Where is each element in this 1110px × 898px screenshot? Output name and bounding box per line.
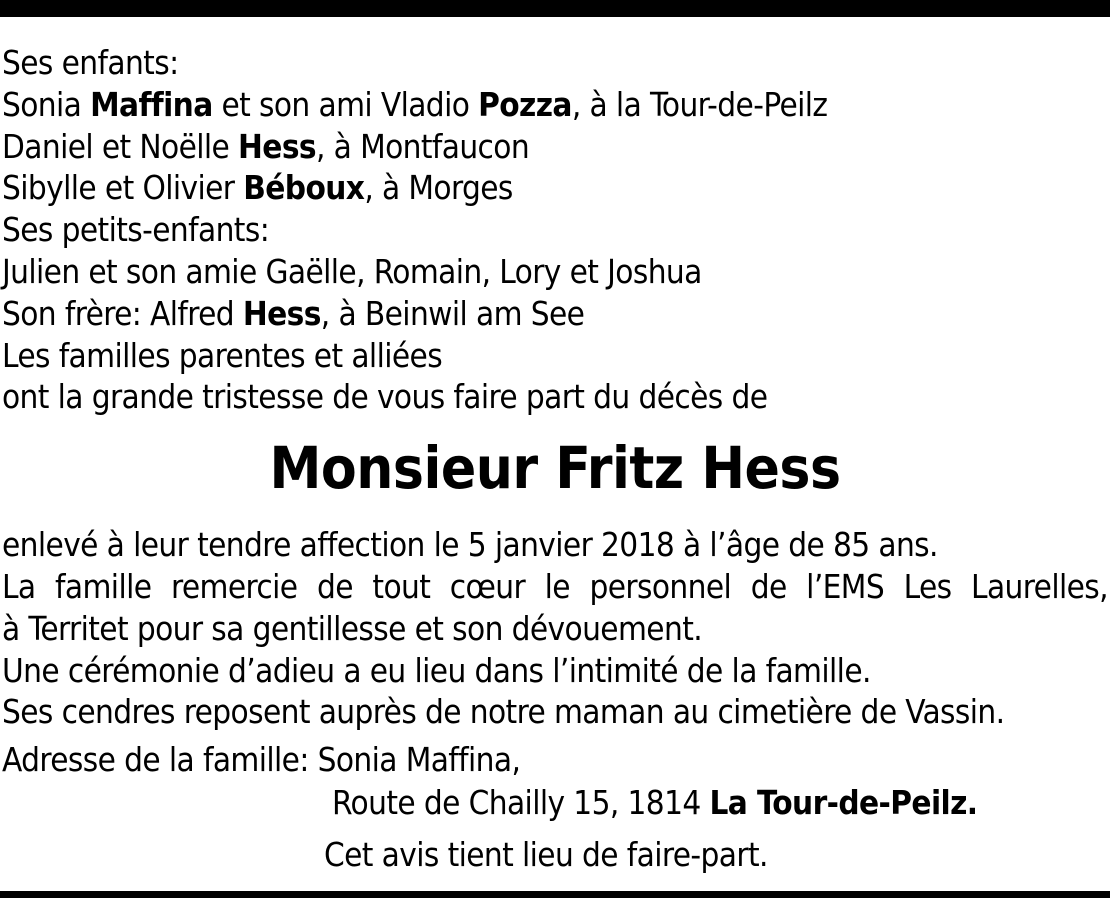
family-address-street: Route de Chailly 15, 1814 La Tour-de-Peilz. bbox=[332, 782, 978, 822]
child-line-sonia: Sonia Maffina et son ami Vladio Pozza, à la Tour-de-Peilz bbox=[2, 84, 828, 124]
child-line-sibylle: Sibylle et Olivier Béboux, à Morges bbox=[2, 168, 513, 208]
grandchildren-line: Julien et son amie Gaëlle, Romain, Lory et Joshua bbox=[2, 251, 702, 291]
top-border-rule bbox=[0, 0, 1110, 17]
children-heading: Ses enfants: bbox=[2, 43, 179, 82]
child-line-daniel: Daniel et Noëlle Hess, à Montfaucon bbox=[2, 126, 530, 166]
obituary-notice bbox=[2, 42, 1108, 877]
bottom-border-rule bbox=[0, 891, 1110, 898]
family-address-label: Adresse de la famille: Sonia Maffina, bbox=[2, 740, 521, 780]
body-line-2: La famille remercie de tout cœur le personnel de l’EMS Les Laurelles, bbox=[2, 566, 1108, 606]
body-line-4: Une cérémonie d’adieu a eu lieu dans l’intimité de la famille. bbox=[2, 650, 871, 690]
body-line-3: à Territet pour sa gentillesse et son dévouement. bbox=[2, 608, 703, 648]
grandchildren-heading: Ses petits-enfants: bbox=[2, 210, 270, 250]
body-line-5: Ses cendres reposent auprès de notre maman au cimetière de Vassin. bbox=[2, 692, 1005, 732]
brother-line: Son frère: Alfred Hess, à Beinwil am See bbox=[2, 293, 585, 333]
families-line: Les familles parentes et alliées bbox=[2, 335, 443, 375]
body-line-1: enlevé à leur tendre affection le 5 janvier 2018 à l’âge de 85 ans. bbox=[2, 525, 938, 565]
deceased-name: Monsieur Fritz Hess bbox=[269, 434, 841, 503]
closing-note: Cet avis tient lieu de faire-part. bbox=[324, 834, 768, 874]
announcement-line: ont la grande tristesse de vous faire part du décès de bbox=[2, 377, 768, 417]
